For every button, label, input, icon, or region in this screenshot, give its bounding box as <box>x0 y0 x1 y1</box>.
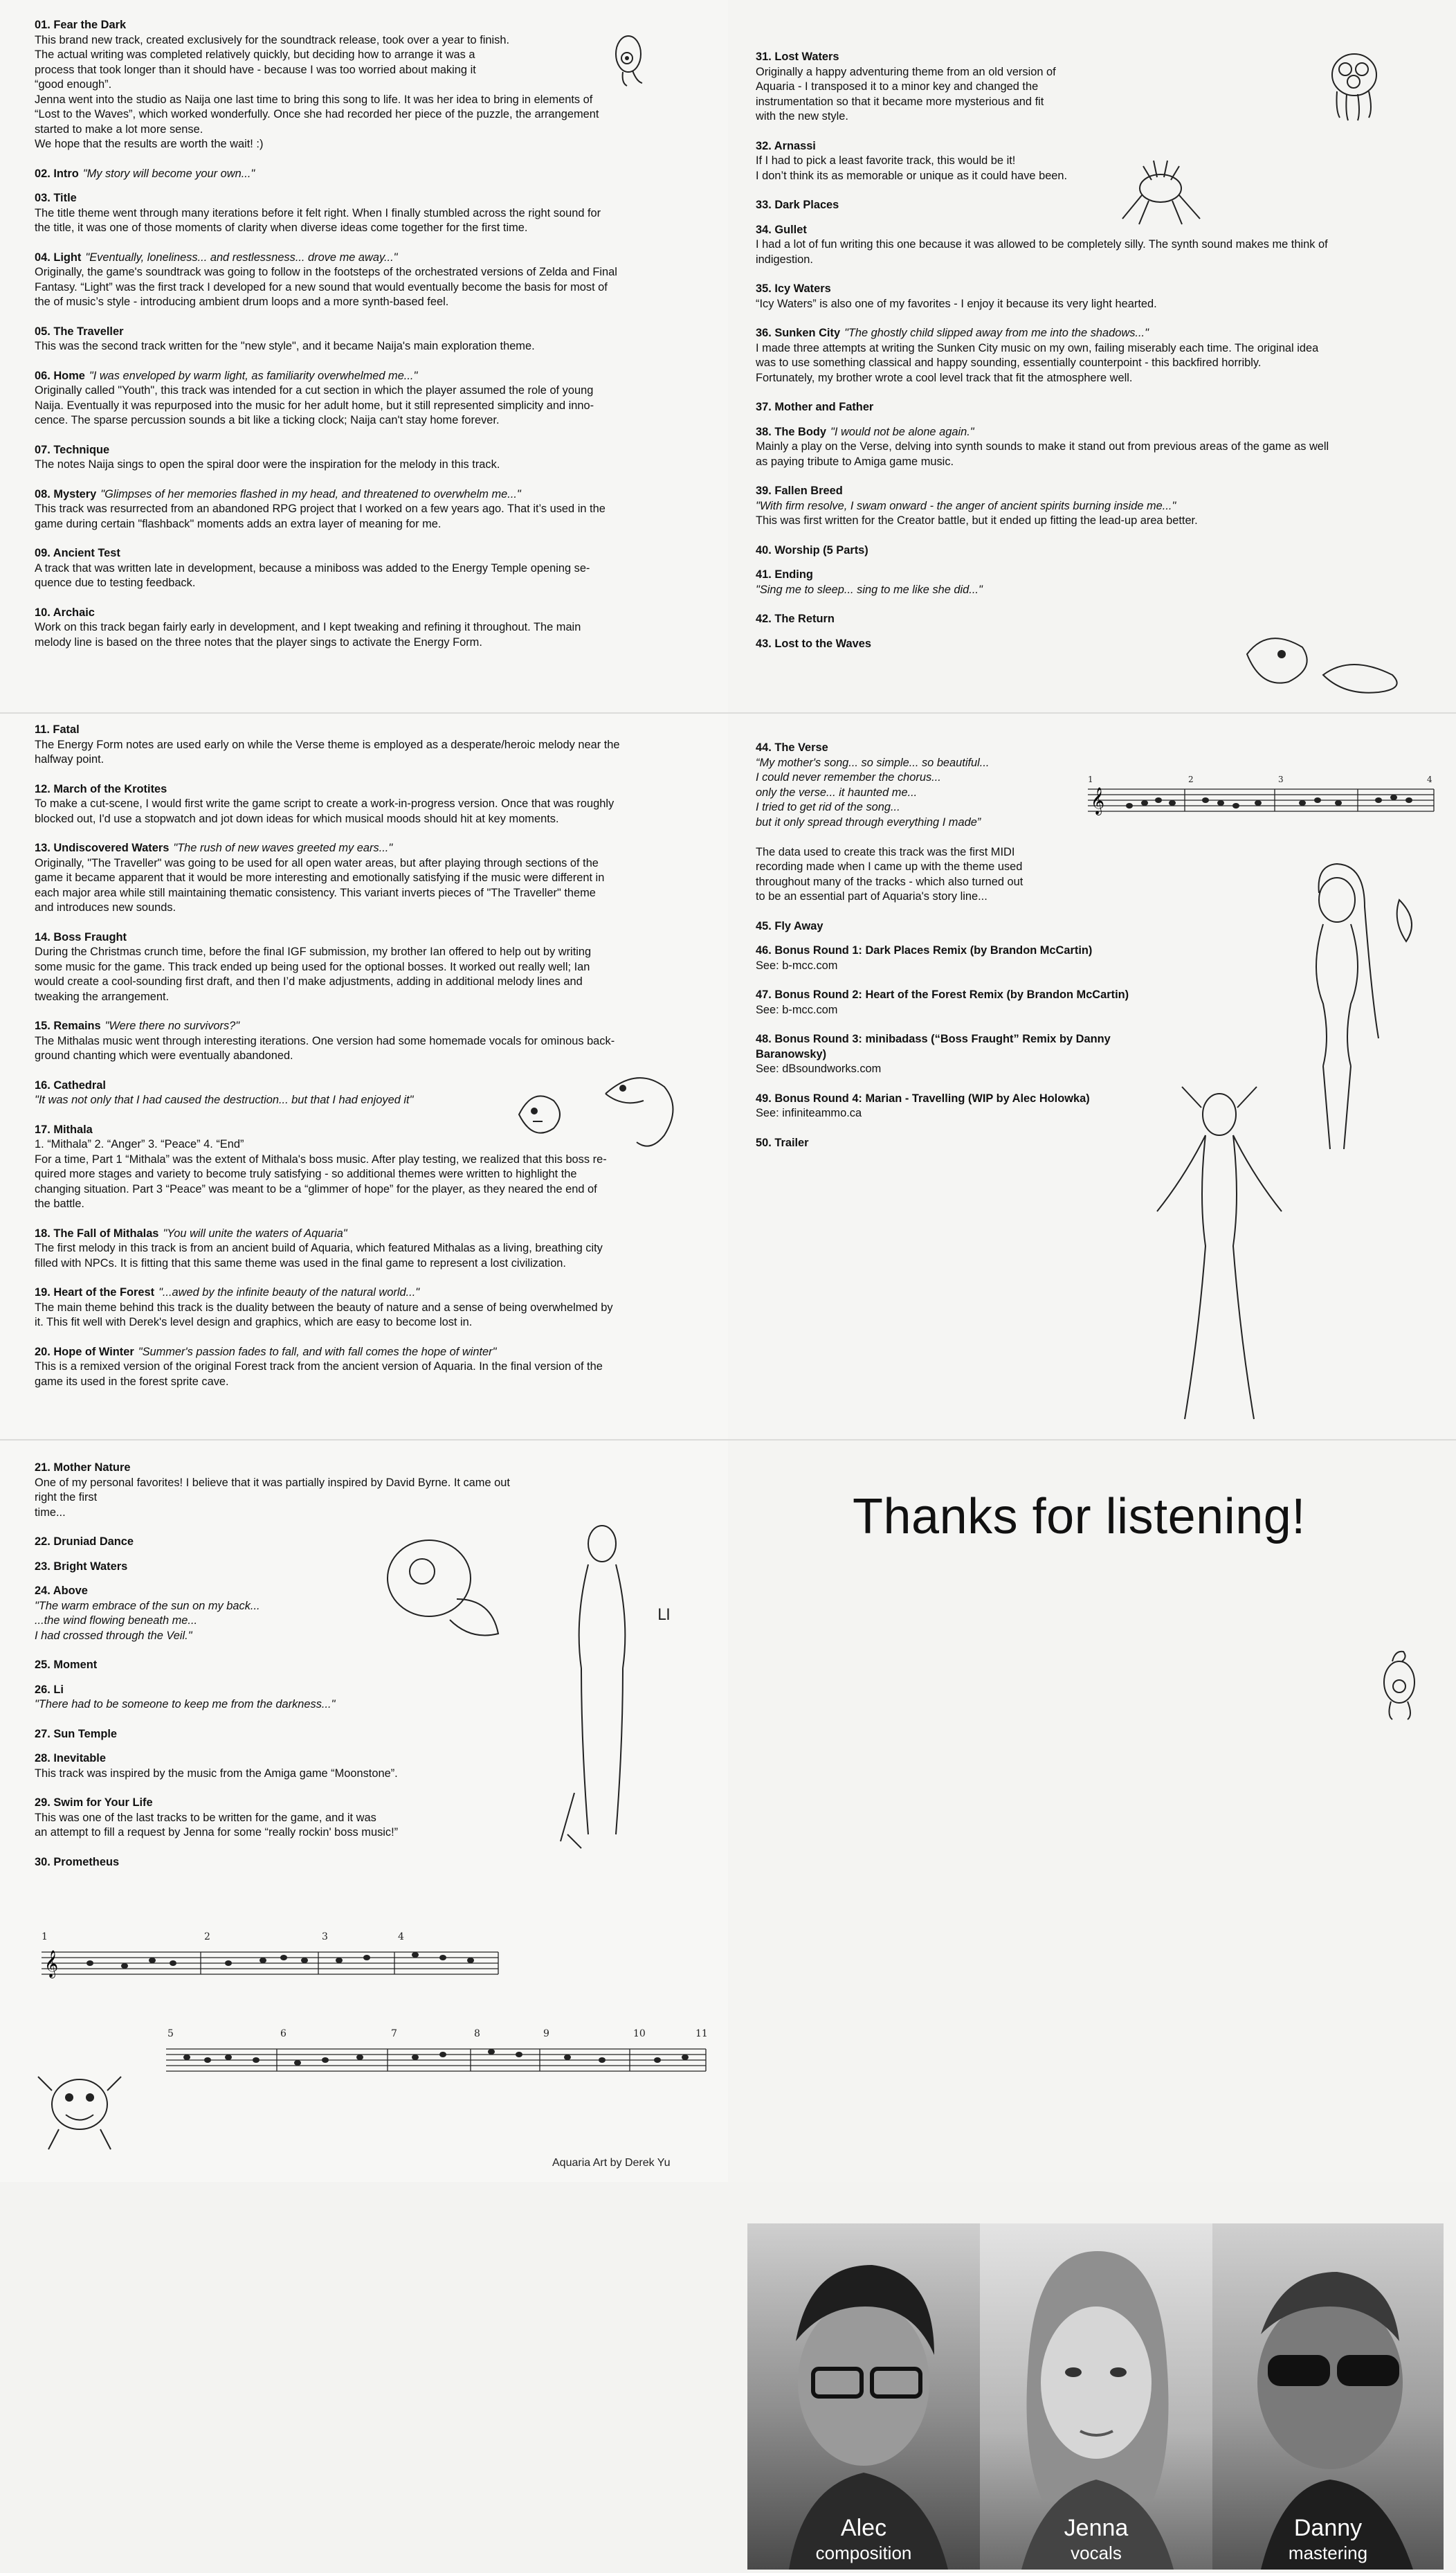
track-title: 34. Gullet <box>756 223 807 236</box>
track-entry <box>756 282 1437 312</box>
track-title: 49. Bonus Round 4: Marian - Travelling (WIP by Alec Holowka) <box>756 1092 1090 1105</box>
track-heading <box>35 1285 716 1301</box>
track-quote: "It was not only that I had caused the destruction... but that I had enjoyed it" <box>35 1094 414 1106</box>
track-description: This was first written for the Creator battle, but it ended up fitting the lead-up area better. <box>756 514 1198 527</box>
track-heading <box>35 1683 533 1698</box>
track-heading <box>756 919 1143 935</box>
svg-text:10: 10 <box>633 2028 646 2039</box>
track-title: 24. Above <box>35 1585 88 1597</box>
track-title: 32. Arnassi <box>756 139 816 152</box>
track-title: 15. Remains <box>35 1020 101 1032</box>
track-entry <box>35 782 716 827</box>
track-description: This track was inspired by the music from the Amiga game “Moonstone”. <box>35 1767 398 1780</box>
thanks-heading: Thanks for listening! <box>853 1489 1306 1544</box>
panel-tracks-21-30 <box>0 1440 728 2182</box>
track-entry <box>35 1227 716 1272</box>
track-entry <box>756 1092 1143 1121</box>
track-title: 29. Swim for Your Life <box>35 1796 153 1809</box>
track-title: 04. Light <box>35 251 82 264</box>
credit-role: vocals <box>1071 2543 1122 2563</box>
track-title: 08. Mystery <box>35 487 97 500</box>
track-title: 05. The Traveller <box>35 325 124 338</box>
track-title: 30. Prometheus <box>35 1855 120 1868</box>
track-description: If I had to pick a least favorite track, this would be it! I don’t think its as memorable or unique as it could have been. <box>756 154 1068 182</box>
track-entry <box>756 484 1437 529</box>
squid-creature-drawing <box>609 28 650 90</box>
track-list <box>756 50 1437 661</box>
panel-tracks-31-43 <box>728 0 1456 713</box>
track-description: Work on this track began fairly early in development, and I kept tweaking and refining it throughout. The main melody line is based on the three notes that the player sings to activate the Energy Form. <box>35 621 581 649</box>
track-quote: "Glimpses of her memories flashed in my head, and threatened to overwhelm me..." <box>100 487 521 500</box>
track-entry <box>35 1751 533 1781</box>
track-title: 45. Fly Away <box>756 919 823 932</box>
track-entry <box>35 546 716 591</box>
track-title: 31. Lost Waters <box>756 51 839 63</box>
track-quote: "There had to be someone to keep me from the darkness..." <box>35 1698 336 1710</box>
track-quote: "You will unite the waters of Aquaria" <box>163 1227 347 1240</box>
track-title: 06. Home <box>35 369 85 382</box>
track-description: To make a cut-scene, I would first write the game script to create a work-in-progress version. Once that was roughly blocked out, I'd use a stopwatch and jot down ideas for which musical moods should hit at key moments. <box>35 797 615 825</box>
track-description: See: b-mcc.com <box>756 1003 838 1016</box>
credit-name: Alec <box>840 2515 887 2541</box>
track-title: 46. Bonus Round 1: Dark Places Remix (by Brandon McCartin) <box>756 944 1093 957</box>
li-character-drawing <box>554 1516 692 1862</box>
track-description: This was the second track written for the "new style", and it became Naija's main exploration theme. <box>35 340 535 352</box>
track-description: I had a lot of fun writing this one because it was allowed to be completely silly. The synth sound makes me think of indigestion. <box>756 238 1328 266</box>
naija-standing-drawing <box>1116 1073 1323 1433</box>
track-heading <box>756 1136 1143 1151</box>
track-description: See: infiniteammo.ca <box>756 1107 862 1119</box>
panel-tracks-11-20 <box>0 713 728 1440</box>
measure-number <box>1088 775 1432 784</box>
svg-text:5: 5 <box>167 2028 174 2039</box>
track-title: 14. Boss Fraught <box>35 930 127 944</box>
track-entry <box>756 198 1437 213</box>
photo-danny <box>1212 2223 1444 2570</box>
panel-tracks-44-50 <box>728 713 1456 1440</box>
track-title: 27. Sun Temple <box>35 1727 118 1740</box>
track-description: Originally, "The Traveller" was going to be used for all open water areas, but after playing through sections of the game it became apparent that it would be more interesting and emotionally satisfying if the music were different in each major area while still maintaining thematic consistency. This variant inverts pieces of "The Traveller" theme and introduces new sounds. <box>35 856 605 914</box>
panel-tracks-01-10 <box>0 0 728 713</box>
track-heading <box>756 612 1437 627</box>
track-list <box>35 18 716 665</box>
track-heading <box>756 988 1143 1003</box>
fish-drawing <box>512 1083 567 1146</box>
track-entry <box>35 841 716 916</box>
track-description: Mainly a play on the Verse, delving into synth sounds to make it stand out from previous areas of the game as well as paying tribute to Amiga game music. <box>756 440 1329 468</box>
track-description: See: dBsoundworks.com <box>756 1063 882 1075</box>
drawing-label: LI <box>657 1607 671 1624</box>
track-description: The title theme went through many iterations before it felt right. When I finally stumbled across the right sound for the title, it was one of those moments of clarity when diverse ideas come together for the first time. <box>35 206 601 234</box>
sea-creatures-drawing <box>1240 626 1413 703</box>
track-quote: "With firm resolve, I swam onward - the anger of ancient spirits burning inside me..." <box>756 499 1176 512</box>
track-quote: "The warm embrace of the sun on my back... ...the wind flowing beneath me... I had crossed through the Veil." <box>35 1599 260 1642</box>
track-entry <box>35 1658 533 1673</box>
track-heading <box>35 167 716 182</box>
track-quote: "I was enveloped by warm light, as familiarity overwhelmed me..." <box>89 369 418 382</box>
svg-text:𝄞: 𝄞 <box>1091 787 1105 815</box>
track-description: This track was resurrected from an abandoned RPG project that I worked on a few years ago. That it’s used in the game during certain "flashback" moments adds an extra layer of meaning for me. <box>35 503 606 530</box>
credit-name: Jenna <box>1064 2515 1129 2541</box>
track-title: 28. Inevitable <box>35 1752 106 1764</box>
track-description: The Mithalas music went through interesting iterations. One version had some homemade vocals for ominous back- ground chanting which were eventually abandoned. <box>35 1034 615 1062</box>
panel-thanks <box>728 1440 1456 2563</box>
track-entry <box>35 723 716 768</box>
track-quote: “My mother's song... so simple... so beautiful... I could never remember the chorus... only the verse... it haunted me... I tried to get rid of the song... but it only spread through everything I made” <box>756 756 990 829</box>
track-heading <box>756 1092 1143 1107</box>
track-heading <box>756 282 1437 297</box>
track-heading <box>35 369 716 384</box>
track-heading <box>35 723 716 738</box>
credit-role: composition <box>815 2543 912 2563</box>
track-quote: "The rush of new waves greeted my ears..." <box>173 842 393 854</box>
track-quote: "Eventually, loneliness... and restlessness... drove me away..." <box>85 251 398 264</box>
track-entry <box>756 1136 1143 1151</box>
track-description: See: b-mcc.com <box>756 959 838 972</box>
track-entry <box>756 326 1437 386</box>
diving-helmet-creature-drawing <box>374 1530 512 1647</box>
track-description: The notes Naija sings to open the spiral door were the inspiration for the melody in this track. <box>35 458 500 471</box>
track-entry <box>756 400 1437 415</box>
track-title: 26. Li <box>35 1683 64 1696</box>
track-title: 42. The Return <box>756 613 835 625</box>
svg-text:11: 11 <box>695 2028 708 2039</box>
photo-alec <box>747 2223 980 2570</box>
track-heading <box>756 568 1437 583</box>
track-heading <box>35 930 716 946</box>
track-heading <box>35 1658 533 1673</box>
track-heading <box>35 1461 533 1476</box>
track-heading <box>35 1855 533 1870</box>
crab-creature-drawing <box>1116 152 1205 228</box>
track-entry <box>756 988 1143 1018</box>
track-title: 09. Ancient Test <box>35 547 120 559</box>
track-heading <box>35 1019 716 1034</box>
track-heading <box>35 606 716 621</box>
track-description: During the Christmas crunch time, before the final IGF submission, my brother Ian offered to help out by writing some music for the game. This track ended up being used for the optional bosses. It worked out really well; Ian would create a cool-sounding first draft, and then I’d make adjustments, adding in additional melody lines and tweaking the arrangement. <box>35 946 592 1003</box>
track-title: 19. Heart of the Forest <box>35 1286 155 1299</box>
track-heading <box>756 944 1143 959</box>
track-entry <box>35 1683 533 1713</box>
track-title: 23. Bright Waters <box>35 1560 128 1573</box>
svg-text:2: 2 <box>1188 775 1194 784</box>
track-heading <box>756 484 1437 499</box>
svg-text:8: 8 <box>474 2028 480 2039</box>
svg-text:4: 4 <box>1427 775 1432 784</box>
track-title: 20. Hope of Winter <box>35 1345 134 1358</box>
track-entry <box>35 191 716 236</box>
track-title: 02. Intro <box>35 167 79 180</box>
credit-role: mastering <box>1288 2543 1368 2563</box>
track-heading <box>35 1345 716 1360</box>
track-heading <box>35 1751 533 1767</box>
team-photos <box>747 2223 1444 2570</box>
credit-name: Danny <box>1293 2515 1363 2541</box>
track-entry <box>35 606 716 651</box>
track-entry <box>35 443 716 473</box>
track-quote: "Summer's passion fades to fall, and with fall comes the hope of winter" <box>138 1345 497 1358</box>
track-heading <box>756 223 1437 238</box>
track-heading <box>35 546 716 561</box>
track-title: 41. Ending <box>756 568 813 581</box>
track-heading <box>35 191 716 206</box>
measure-number <box>167 2028 708 2039</box>
track-entry <box>35 1727 533 1742</box>
track-entry <box>756 543 1437 559</box>
track-title: 50. Trailer <box>756 1136 809 1149</box>
track-entry <box>756 568 1437 597</box>
track-title: 12. March of the Krotites <box>35 782 167 795</box>
track-entry <box>35 1796 533 1841</box>
track-title: 44. The Verse <box>756 741 828 754</box>
track-entry <box>756 1032 1143 1077</box>
track-heading <box>756 400 1437 415</box>
track-title: 33. Dark Places <box>756 199 839 211</box>
track-heading <box>756 1032 1143 1062</box>
svg-text:7: 7 <box>391 2028 397 2039</box>
svg-text:4: 4 <box>398 1931 404 1942</box>
svg-text:6: 6 <box>280 2028 286 2039</box>
track-title: 37. Mother and Father <box>756 401 874 413</box>
svg-text:2: 2 <box>204 1931 210 1942</box>
track-entry <box>756 944 1143 973</box>
track-description: The Energy Form notes are used early on while the Verse theme is employed as a desperate/heroic melody near the halfway point. <box>35 738 620 766</box>
jellyfish-drawing <box>1323 48 1385 125</box>
track-description: “Icy Waters” is also one of my favorites - I enjoy it because its very light hearted. <box>756 297 1157 310</box>
track-entry <box>35 1345 716 1390</box>
track-description: This brand new track, created exclusively for the soundtrack release, took over a year to finish. The actual writing was completed relatively quickly, but deciding how to arrange it was a process that took longer than it should have - because I was too worried about making it “good enough”. Jenna went into the studio as Naija one last time to bring this song to life. It was her idea to bring in elements of “Lost to the Waves”, which worked wonderfully. Once she had recorded her piece of the puzzle, the arrangement started to make a lot more sense. We hope that the results are worth the wait! :) <box>35 33 599 150</box>
track-title: 13. Undiscovered Waters <box>35 842 170 854</box>
track-heading <box>35 1727 533 1742</box>
track-heading <box>35 325 716 340</box>
track-description: Originally called "Youth", this track was intended for a cut section in which the player assumed the role of young Naija. Eventually it was repurposed into the music for her adult home, but it still represented simplicity and inno- cence. The sparse percussion sounds a bit like a ticking clock; Naija can't stay home forever. <box>35 384 594 426</box>
eel-creature-drawing <box>595 1066 685 1156</box>
track-title: 22. Druniad Dance <box>35 1535 134 1548</box>
track-list <box>35 723 716 1404</box>
track-title: 17. Mithala <box>35 1123 93 1136</box>
track-entry <box>35 251 716 310</box>
prometheus-sheet-music-line-1 <box>35 1924 505 1987</box>
track-heading <box>756 425 1437 440</box>
fold-line-horizontal-2 <box>0 1439 1456 1441</box>
track-description: The main theme behind this track is the duality between the beauty of nature and a sense of being overwhelmed by it. This fit well with Derek's level design and graphics, which are easy to become lost in. <box>35 1301 613 1328</box>
track-description: The first melody in this track is from an ancient build of Aquaria, which featured Mithalas as a living, breathing city filled with NPCs. It is fitting that this same theme was used in the final game to represent a lost civilization. <box>35 1242 603 1270</box>
track-title: 48. Bonus Round 3: minibadass (“Boss Fraught” Remix by Danny Baranowsky) <box>756 1033 1111 1060</box>
track-list <box>35 1461 533 1879</box>
track-quote: "The ghostly child slipped away from me into the shadows..." <box>844 327 1149 339</box>
track-title: 03. Title <box>35 192 77 204</box>
track-quote: "...awed by the infinite beauty of the natural world..." <box>158 1286 420 1299</box>
track-heading <box>756 326 1437 341</box>
track-quote: "My story will become your own..." <box>82 167 255 180</box>
track-title: 10. Archaic <box>35 606 95 619</box>
track-quote: "Sing me to sleep... sing to me like she did..." <box>756 583 983 596</box>
track-title: 07. Technique <box>35 443 110 456</box>
fold-line-horizontal-1 <box>0 712 1456 714</box>
track-entry <box>35 487 716 532</box>
svg-text:3: 3 <box>322 1931 328 1942</box>
track-quote: "Were there no survivors?" <box>104 1020 240 1032</box>
art-credit: Aquaria Art by Derek Yu <box>552 2157 671 2169</box>
track-heading <box>35 841 716 856</box>
goblin-creature-drawing <box>35 2063 125 2153</box>
track-title: 38. The Body <box>756 425 827 438</box>
track-heading <box>35 487 716 503</box>
track-description: This is a remixed version of the original Forest track from the ancient version of Aquaria. In the final version of the game its used in the forest sprite cave. <box>35 1360 603 1388</box>
track-title: 25. Moment <box>35 1659 98 1671</box>
track-entry <box>35 325 716 354</box>
track-heading <box>756 741 1143 756</box>
track-title: 01. Fear the Dark <box>35 19 127 31</box>
track-entry <box>756 612 1437 627</box>
track-quote: "I would not be alone again." <box>830 425 974 438</box>
track-heading <box>756 543 1437 559</box>
track-title: 18. The Fall of Mithalas <box>35 1227 159 1240</box>
track-entry <box>35 167 716 182</box>
track-description: This was one of the last tracks to be written for the game, and it was an attempt to fill a request by Jenna for some “really rockin' boss music!” <box>35 1811 399 1839</box>
track-description: The data used to create this track was the first MIDI recording made when I came up with the theme used throughout many of the tracks - which also turned out to be an essential part of Aquaria's story line... <box>756 845 1023 903</box>
svg-text:1: 1 <box>1088 775 1093 784</box>
track-description: One of my personal favorites! I believe that it was partially inspired by David Byrne. It came out right the first time... <box>35 1476 510 1519</box>
track-heading <box>35 782 716 797</box>
svg-text:3: 3 <box>1278 775 1284 784</box>
track-heading <box>35 1227 716 1242</box>
track-entry <box>35 1019 716 1064</box>
track-heading <box>35 1796 533 1811</box>
track-title: 11. Fatal <box>35 723 80 736</box>
track-description: A track that was written late in development, because a miniboss was added to the Energy Temple opening se- quence due to testing feedback. <box>35 561 590 589</box>
track-title: 47. Bonus Round 2: Heart of the Forest Remix (by Brandon McCartin) <box>756 988 1129 1001</box>
track-title: 16. Cathedral <box>35 1078 106 1092</box>
track-entry <box>756 919 1143 935</box>
track-heading <box>756 139 1437 154</box>
track-entry <box>35 930 716 1005</box>
track-title: 36. Sunken City <box>756 327 841 339</box>
track-description: Originally a happy adventuring theme from an old version of Aquaria - I transposed it to a minor key and changed the instrumentation so that it became more mysterious and fit with the new style. <box>756 65 1056 123</box>
track-entry <box>756 139 1437 184</box>
svg-text:𝄞: 𝄞 <box>44 1950 59 1978</box>
prometheus-sheet-music-line-2 <box>159 2021 713 2084</box>
squid-creature-drawing <box>1372 1647 1427 1724</box>
track-title: 40. Worship (5 Parts) <box>756 543 868 557</box>
track-heading <box>35 443 716 458</box>
track-description: I made three attempts at writing the Sunken City music on my own, failing miserably each time. The original idea was to use something classical and happy sounding, essentially counterpoint - this backfired horribly. Fortunately, my brother wrote a cool level track that fit the atmosphere well. <box>756 341 1319 384</box>
track-entry <box>35 1855 533 1870</box>
track-entry <box>756 425 1437 470</box>
track-entry <box>35 1461 533 1520</box>
track-entry <box>35 369 716 428</box>
track-heading <box>35 251 716 266</box>
svg-text:9: 9 <box>543 2028 549 2039</box>
photo-jenna <box>980 2223 1212 2570</box>
track-title: 43. Lost to the Waves <box>756 637 871 650</box>
track-title: 39. Fallen Breed <box>756 485 843 497</box>
measure-number <box>42 1931 404 1942</box>
track-description: Originally, the game's soundtrack was going to follow in the footsteps of the orchestrated versions of Zelda and Final Fantasy. “Light” was the first track I developed for a new sound that would eventually become the basis for most of the of music’s style - introducing ambient drum loops and a more synth-based feel. <box>35 266 617 308</box>
track-title: 21. Mother Nature <box>35 1461 131 1474</box>
track-title: 35. Icy Waters <box>756 282 831 295</box>
svg-text:1: 1 <box>42 1931 48 1942</box>
track-entry <box>756 223 1437 268</box>
verse-sheet-music <box>1081 768 1441 824</box>
track-heading <box>756 198 1437 213</box>
track-entry <box>35 1285 716 1330</box>
track-description: 1. “Mithala” 2. “Anger” 3. “Peace” 4. “End” For a time, Part 1 “Mithala” was the extent of Mithala's boss music. After play testing, we realized that this boss re- quired more stages and variety to become truly satisfying - so additional themes were written to highlight the changing situation. Part 3 “Peace” was meant to be a “glimmer of hope” for the player, as they neared the end of the battle. <box>35 1138 607 1210</box>
